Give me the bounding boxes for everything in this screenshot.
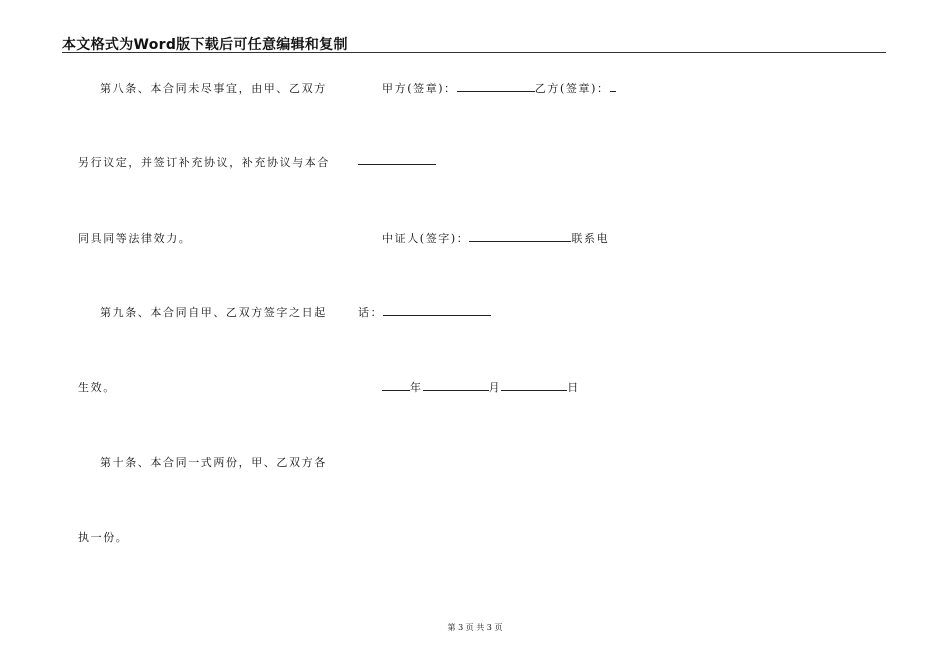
phone-label-part2: 话： [358, 306, 384, 319]
phone-blank [383, 305, 491, 316]
article-8-line-2: 另行议定，并签订补充协议，补充协议与本合 [78, 156, 330, 169]
day-blank [501, 380, 567, 391]
month-label: 月 [488, 381, 502, 394]
phone-label-part1: 联系电 [571, 232, 610, 245]
month-blank [423, 380, 489, 391]
signature-line-parties [382, 80, 616, 96]
party-a-label: 甲方(签章)： [382, 82, 457, 95]
article-9-line-2: 生效。 [78, 381, 116, 394]
page-number-footer: 第 3 页 共 3 页 [447, 623, 503, 632]
party-b-signature-blank-continued [358, 154, 436, 165]
article-8-line-1: 第八条、本合同未尽事宜，由甲、乙双方 [100, 82, 327, 95]
date-line [382, 379, 580, 395]
article-9-line-1: 第九条、本合同自甲、乙双方签字之日起 [100, 306, 327, 319]
notary-signature-blank [469, 231, 571, 242]
party-b-signature-continuation [358, 154, 436, 168]
party-b-signature-blank [610, 81, 616, 92]
article-10-line-2: 执一份。 [78, 531, 129, 544]
article-8-line-3: 同具同等法律效力。 [78, 232, 192, 245]
party-b-label: 乙方(签章)： [534, 82, 610, 95]
notary-line [382, 230, 609, 246]
day-label: 日 [567, 381, 580, 394]
header-divider [62, 52, 886, 53]
article-10-line-1: 第十条、本合同一式两份，甲、乙双方各 [100, 456, 327, 469]
document-header-title: 本文格式为Word版下载后可任意编辑和复制 [62, 37, 348, 53]
notary-label: 中证人(签字)： [382, 232, 470, 245]
phone-line [358, 304, 491, 320]
year-label: 年 [410, 381, 423, 394]
party-a-signature-blank [457, 81, 535, 92]
year-blank [382, 380, 410, 391]
